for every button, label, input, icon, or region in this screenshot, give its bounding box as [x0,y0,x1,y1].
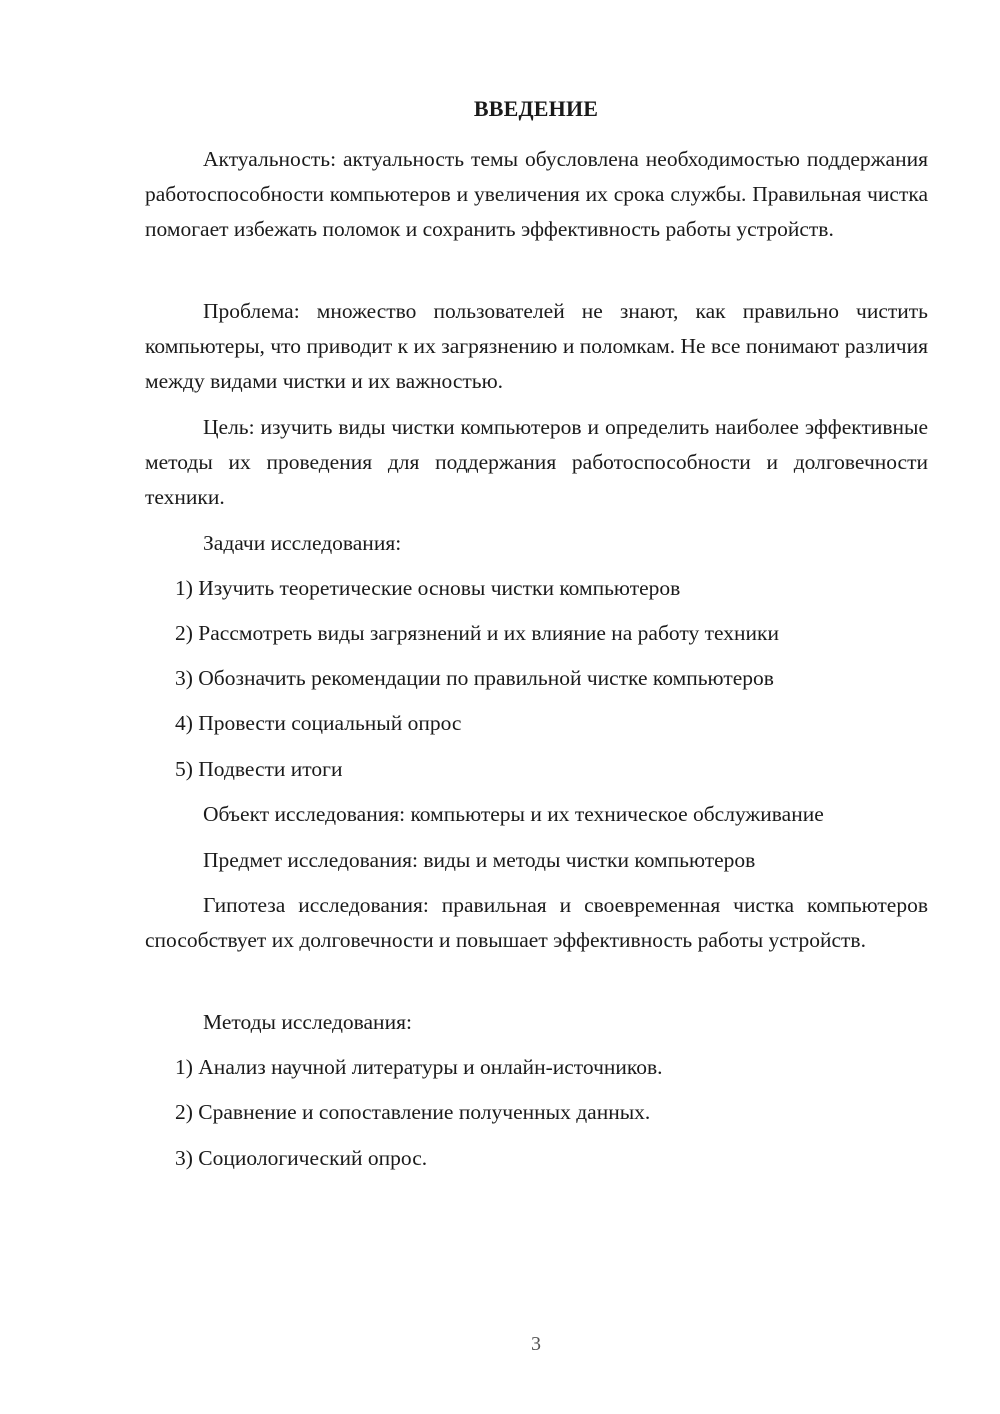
goal-paragraph: Цель: изучить виды чистки компьютеров и определить наиболее эффективные методы их проведения для поддержания работоспособности и долговечности техники. [145,415,928,509]
task-item-5: 5) Подвести итоги [175,757,343,781]
relevance-paragraph: Актуальность: актуальность темы обусловлена необходимостью поддержания работоспособности компьютеров и увеличения их срока службы. Правильная чистка помогает избежать поломок и сохранить эффективность работы устройств. [145,147,928,241]
method-item-3: 3) Социологический опрос. [175,1146,428,1170]
task-item-2: 2) Рассмотреть виды загрязнений и их влияние на работу техники [175,621,779,645]
relevance-paragraph-block [145,142,928,247]
hypothesis-paragraph: Гипотеза исследования: правильная и своевременная чистка компьютеров способствует их долговечности и повышает эффективность работы устройств. [145,893,928,952]
page-number: 3 [531,1333,541,1355]
method-item-2: 2) Сравнение и сопоставление полученных данных. [175,1100,651,1124]
goal-paragraph-block [145,410,928,515]
methods-heading: Методы исследования: [203,1010,412,1034]
research-subject: Предмет исследования: виды и методы чистки компьютеров [203,848,756,872]
problem-paragraph-block [145,294,928,399]
section-heading: ВВЕДЕНИЕ [473,96,599,121]
tasks-heading: Задачи исследования: [203,531,402,555]
task-item-3: 3) Обозначить рекомендации по правильной чистке компьютеров [175,666,774,690]
task-item-4: 4) Провести социальный опрос [175,711,462,735]
task-item-1: 1) Изучить теоретические основы чистки компьютеров [175,576,681,600]
research-object: Объект исследования: компьютеры и их техническое обслуживание [203,802,824,826]
method-item-1: 1) Анализ научной литературы и онлайн-источников. [175,1055,663,1079]
hypothesis-paragraph-block [145,888,928,958]
problem-paragraph: Проблема: множество пользователей не знают, как правильно чистить компьютеры, что приводит к их загрязнению и поломкам. Не все понимают различия между видами чистки и их важностью. [145,299,928,393]
